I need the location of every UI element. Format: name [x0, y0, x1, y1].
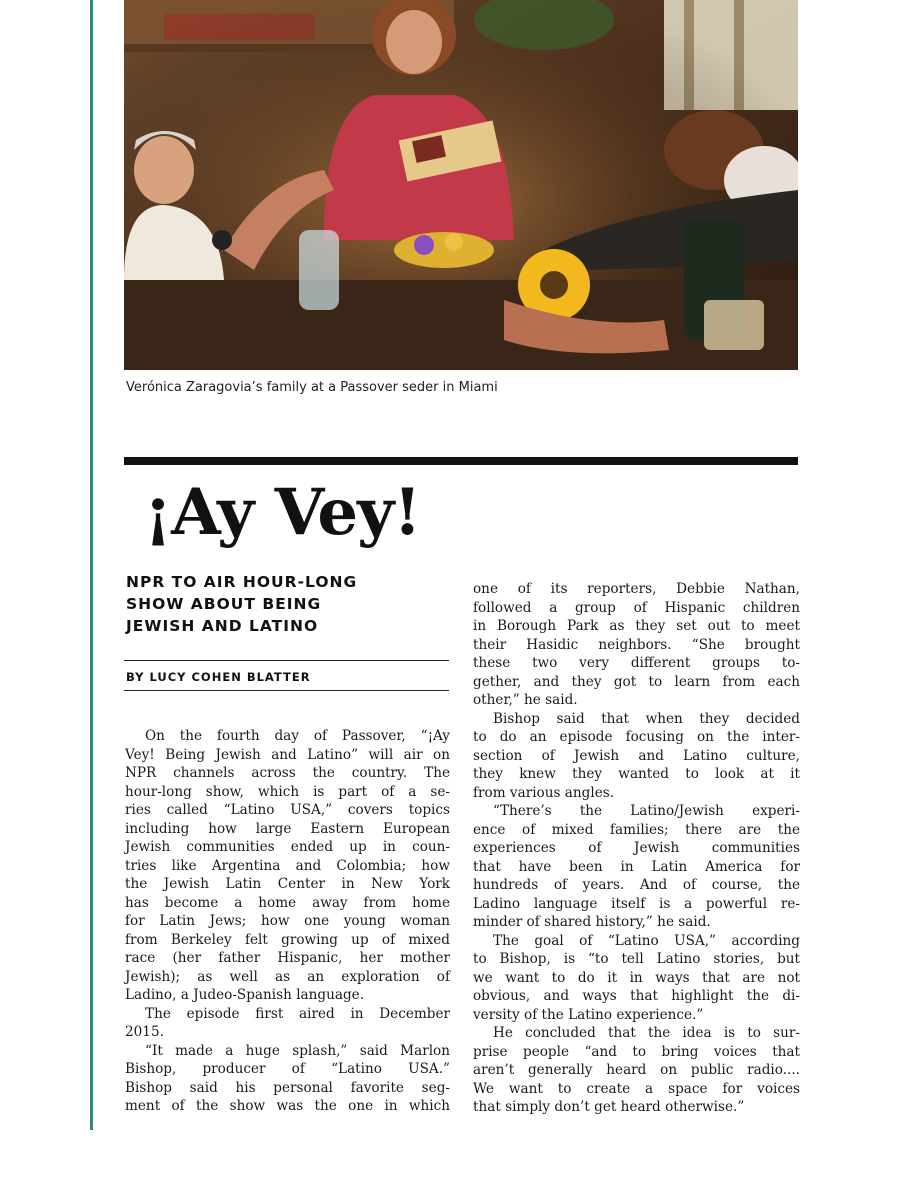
- body-text-line: NPR channels across the country. The: [125, 765, 450, 781]
- deck-line: SHOW ABOUT BEING: [126, 595, 322, 613]
- body-text-line: they knew they wanted to look at it: [473, 766, 800, 782]
- body-text-line: that simply don’t get heard otherwise.”: [473, 1099, 745, 1115]
- body-text-line: The goal of “Latino USA,” according: [493, 932, 800, 949]
- body-text-line: we want to do it in ways that are not: [473, 969, 800, 986]
- body-text-line: tries like Argentina and Colombia; how: [125, 857, 450, 874]
- body-text-line: including how large Eastern European: [125, 820, 450, 837]
- headline-rule: [124, 457, 798, 465]
- body-text-line: ment of the show was the one in which: [125, 1098, 450, 1114]
- article-deck: [126, 571, 446, 637]
- body-text-line: prise people “and to bring voices that: [473, 1043, 800, 1060]
- body-text-line: The episode first aired in December: [145, 1005, 450, 1022]
- body-text-line: versity of the Latino experience.”: [473, 1006, 704, 1023]
- body-text-line: Jewish); as well as an exploration of: [125, 968, 450, 985]
- body-text-line: to Bishop, is “to tell Latino stories, but: [473, 951, 800, 967]
- body-text-line: We want to create a space for voices: [473, 1080, 800, 1097]
- seder-photo: [124, 0, 798, 370]
- body-text-line: one of its reporters, Debbie Nathan,: [473, 581, 800, 597]
- byline-rule-bottom: [124, 690, 449, 691]
- article-headline: ¡Ay Vey!: [144, 475, 421, 550]
- body-text-line: minder of shared history,” he said.: [473, 914, 711, 930]
- body-text-line: ries called “Latino USA,” covers topics: [125, 802, 450, 818]
- body-text-line: section of Jewish and Latino culture,: [473, 747, 800, 764]
- body-text-line: Ladino, a Judeo-Spanish language.: [125, 987, 365, 1003]
- body-text-line: experiences of Jewish communities: [473, 840, 800, 856]
- body-text-line: Bishop said his personal favorite seg-: [125, 1079, 450, 1096]
- body-text-line: “It made a huge splash,” said Marlon: [145, 1042, 450, 1059]
- body-text-line: ence of mixed families; there are the: [473, 821, 800, 838]
- body-text-line: their Hasidic neighbors. “She brought: [473, 636, 800, 653]
- body-text-line: for Latin Jews; how one young woman: [125, 913, 450, 929]
- body-text-line: gether, and they got to learn from each: [473, 673, 800, 690]
- body-text-line: aren’t generally heard on public radio....: [473, 1062, 800, 1078]
- body-text-line: from Berkeley felt growing up of mixed: [125, 931, 450, 948]
- deck-line: JEWISH AND LATINO: [126, 617, 319, 635]
- deck-line: NPR TO AIR HOUR-LONG: [126, 573, 358, 591]
- body-text-line: Bishop, producer of “Latino USA.”: [125, 1061, 450, 1077]
- body-text-line: in Borough Park as they set out to meet: [473, 618, 800, 634]
- body-text-line: Vey! Being Jewish and Latino” will air on: [125, 746, 450, 763]
- body-text-line: the Jewish Latin Center in New York: [125, 876, 450, 892]
- body-text-line: that have been in Latin America for: [473, 858, 800, 875]
- body-text-line: race (her father Hispanic, her mother: [125, 950, 450, 966]
- body-column-right: [473, 580, 800, 1117]
- body-text-line: Jewish communities ended up in coun-: [125, 839, 450, 855]
- body-text-line: Bishop said that when they decided: [493, 710, 800, 727]
- photo-caption: Verónica Zaragovia’s family at a Passover seder in Miami: [126, 380, 498, 395]
- body-text-line: obvious, and ways that highlight the di-: [473, 988, 800, 1004]
- page-margin-rule: [90, 0, 93, 1130]
- body-text-line: followed a group of Hispanic children: [473, 599, 800, 616]
- byline: BY LUCY COHEN BLATTER: [126, 670, 311, 684]
- body-text-line: from various angles.: [473, 784, 615, 801]
- body-text-line: Ladino language itself is a powerful re-: [473, 895, 800, 912]
- body-text-line: these two very different groups to-: [473, 655, 800, 671]
- byline-rule-top: [124, 660, 449, 661]
- body-text-line: has become a home away from home: [125, 894, 450, 911]
- body-text-line: to do an episode focusing on the inter-: [473, 729, 800, 745]
- body-text-line: On the fourth day of Passover, “¡Ay: [145, 728, 450, 744]
- body-text-line: He concluded that the idea is to sur-: [493, 1025, 800, 1041]
- body-text-line: “There’s the Latino/Jewish experi-: [493, 803, 800, 819]
- body-text-line: other,” he said.: [473, 692, 578, 708]
- body-column-left: [125, 727, 450, 1116]
- body-text-line: 2015.: [125, 1024, 164, 1040]
- body-text-line: hour-long show, which is part of a se-: [125, 783, 450, 800]
- body-text-line: hundreds of years. And of course, the: [473, 877, 800, 893]
